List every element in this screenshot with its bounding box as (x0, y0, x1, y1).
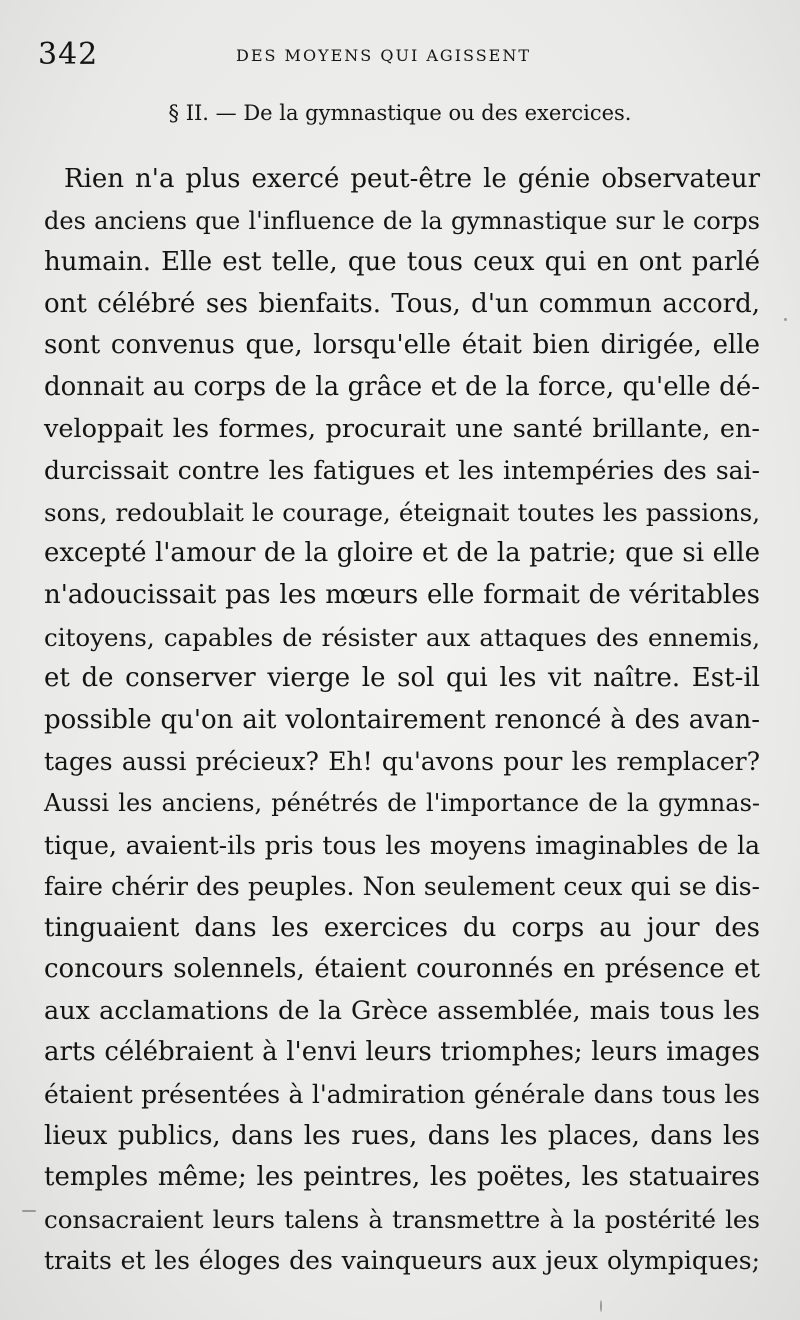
text-line: et de conserver vierge le sol qui les vit naître. Est-il (44, 663, 760, 694)
text-line: tinguaient dans les exercices du corps au jour des (44, 912, 760, 943)
running-head (38, 38, 758, 72)
body-text (44, 159, 760, 1282)
text-line: veloppait les formes, procurait une santé brillante, en- (44, 413, 760, 444)
text-line: Rien n'a plus exercé peut-être le génie observateur (64, 164, 760, 194)
paper-speck (784, 318, 787, 321)
text-line: Aussi les anciens, pénétrés de l'importance de la gymnas- (44, 788, 760, 817)
text-line: consacraient leurs talens à transmettre à la postérité les (44, 1204, 760, 1234)
text-line: aux acclamations de la Grèce assemblée, mais tous les (44, 995, 760, 1026)
text-line: traits et les éloges des vainqueurs aux jeux olympiques; (44, 1246, 760, 1276)
text-line: tique, avaient-ils pris tous les moyens imaginables de la (44, 830, 760, 860)
text-line: donnait au corps de la grâce et de la force, qu'elle dé- (44, 371, 760, 402)
text-line: tages aussi précieux? Eh! qu'avons pour les remplacer? (44, 747, 760, 777)
text-line: humain. Elle est telle, que tous ceux qui en ont parlé (44, 247, 760, 278)
text-line: étaient présentées à l'admiration générale dans tous les (44, 1080, 760, 1110)
text-line: citoyens, capables de résister aux attaques des ennemis, (44, 622, 760, 652)
text-line: possible qu'on ait volontairement renoncé à des avan- (44, 704, 760, 735)
text-line: ont célébré ses bienfaits. Tous, d'un commun accord, (44, 288, 760, 319)
text-line: arts célébraient à l'envi leurs triomphes; leurs images (44, 1037, 760, 1068)
text-line: sons, redoublait le courage, éteignait toutes les passions, (44, 497, 760, 527)
text-line: durcissait contre les fatigues et les intempéries des sai- (44, 456, 760, 486)
section-heading: § II. — De la gymnastique ou des exercices. (168, 101, 632, 125)
text-line: n'adoucissait pas les mœurs elle formait de véritables (44, 579, 760, 610)
text-line: concours solennels, étaient couronnés en présence et (44, 954, 760, 985)
text-line: temples même; les peintres, les poëtes, les statuaires (44, 1162, 760, 1193)
text-line: lieux publics, dans les rues, dans les places, dans les (44, 1120, 760, 1151)
text-line: des anciens que l'influence de la gymnastique sur le corps (44, 206, 760, 235)
text-line: sont convenus que, lorsqu'elle était bien dirigée, elle (44, 330, 760, 361)
text-line: faire chérir des peuples. Non seulement ceux qui se dis- (44, 872, 760, 902)
paper-speck (600, 1300, 602, 1312)
page-number: 342 (38, 37, 99, 72)
running-title: DES MOYENS QUI AGISSENT (236, 46, 531, 65)
paper-speck (22, 1210, 36, 1212)
text-line: excepté l'amour de la gloire et de la patrie; que si elle (44, 538, 760, 569)
